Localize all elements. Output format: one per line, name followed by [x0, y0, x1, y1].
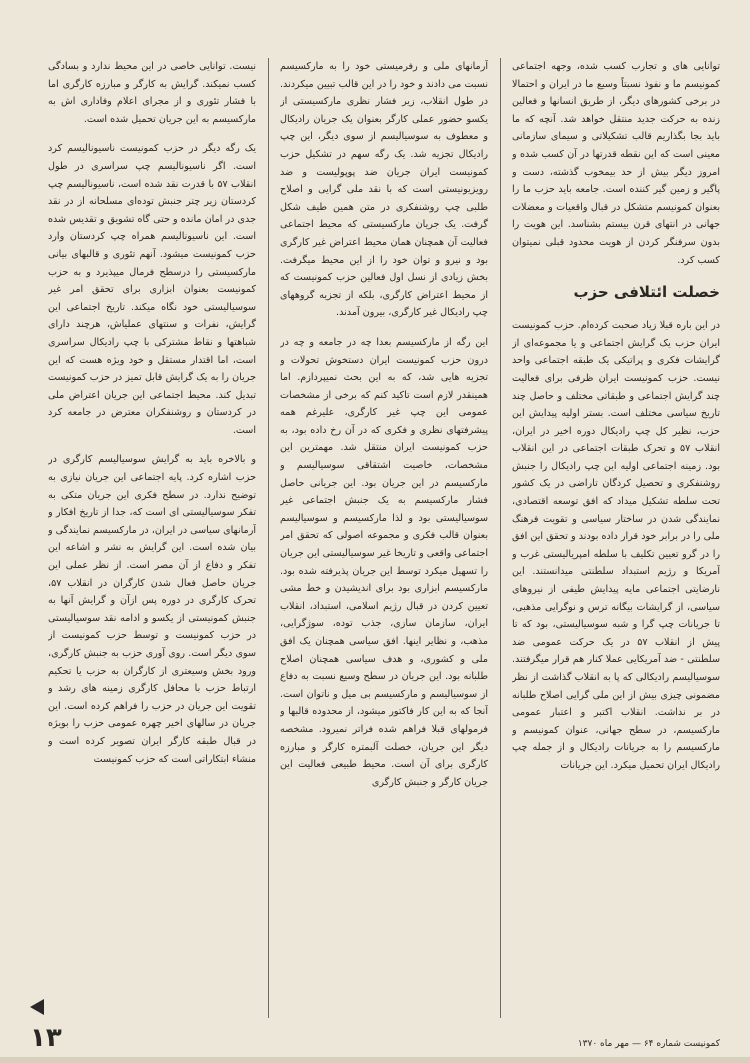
column-left: [48, 58, 256, 1018]
paragraph: آرمانهای ملی و رفرمیستی خود را به مارکسیسم نسبت می دادند و خود را در این قالب تبیین میکردند. در طول انقلاب، زیر فشار نظری مارکسیستی از یکسو حضور عملی کارگر بعنوان یک جریان رادیکال و معطوف به سوسیالیسم از سوی دیگر، این چپ رادیکال تجزیه شد. یک رگه سهم در تشکیل حزب کمونیست ایران جریان ضد پوپولیست و ضد رویزیونیستی است که با نقد ملی گرایی و اصلاح طلبی چپ روشنفکری در متن همین طیف شکل گرفت. یک جریان مارکسیستی که محیط اجتماعی فعالیت آن همچنان همان محیط اعتراض غیر کارگری بود و نیرو و توان خود را از این محیط میگرفت. بخش زیادی از نسل اول فعالین حزب کمونیست که از محیط اعتراض کارگری، بلکه از تجزیه گروههای چپ رادیکال غیر کارگری، بیرون آمدند.: [280, 61, 488, 319]
paragraph: توانایی های و تجارب کسب شده، وجهه اجتماعی کمونیسم ما و نفوذ نسبتاً وسیع ما در ایران و احتمالا در برخی کشورهای دیگر، از طریق انسانها و فعالین زنده به حرکت جدید منتقل خواهد شد. آنچه که ما باید بجا بگذاریم قالب تشکیلاتی و سیمای سازمانی معینی است که این نقطه قدرتها در آن کسب شده و امروز دیگر بیش از حد بیمخوب گذشته، دست و پاگیر و زمین گیر کننده است. جامعه باید حزب ما را بعنوان کمونیسم متشکل در قبال واقعیات و معضلات جهانی در انتهای قرن بیستم بشناسد. این هویت را بدون سرفنگر کردن از هویت محدود قبلی نمیتوان کسب کرد.: [512, 61, 720, 266]
column-right: [512, 58, 720, 1018]
paragraph: و بالاخره باید به گرایش سوسیالیسم کارگری در حزب اشاره کرد. پایه اجتماعی این جریان نیازی به توضیح ندارد. در سطح فکری این جریان متکی به تفکر سوسیالیستی ای است که، جدا از تاریخ افکار و آرمانهای سیاسی در ایران، در مارکسیسم نمایندگی و بیان شده است. این گرایش به نشر و اشاعه این تفکر و دفاع از آن مصر است. از نظر عملی این جریان حاصل فعال شدن کارگران در انقلاب ۵۷، تحرک کارگری در دوره پس ازآن و گرایش آنها به جنبش کمونیستی از یکسو و ادامه نقد سوسیالیستی در حزب کمونیست و توسط حزب کمونیست از سوی دیگر است. روی آوری حزب به جنبش کارگری، ورود بخش وسیعتری از کارگران به حزب یا تحکیم ارتباط حزب با محافل کارگری زمینه های رشد و تقویت این جریان در حزب را فراهم کرده است. این جریان در سالهای اخیر چهره عمومی حزب را بویژه در قبال طبقه کارگر ایران تصویر کرده است و منشاء ابتکاراتی است که حزب کمونیست: [48, 454, 256, 765]
paragraph: یک رگه دیگر در حزب کمونیست ناسیونالیسم کرد است. اگر ناسیونالیسم چپ سراسری در طول انقلاب ۵۷ با قدرت نقد شده است، ناسیونالیسم چپ کردستان زیر چتر جنبش توده‌ای مسلحانه از در نقد جدی در امان مانده و حتی گاه تشویق و تقدیس شده است. این ناسیونالیسم همراه چپ کردستان وارد حزب کمونیست میشود. آنهم تئوری و قالبهای بیانی مارکسیستی را درسطح فرمال میپذیرد و به حزب کمونیست بعنوان ابزاری برای تحقق امر غیر سوسیالیستی خود نگاه میکند. تاریخ اجتماعی این گرایش، نفرات و سنتهای عملیاش، هرچند دارای شباهتها و نقاط مشترکی با چپ رادیکال سراسری است، اما اقتدار مستقل و خود ویژه هست که این جریان را به یک گرایش قابل تمیز در حزب کمونیست تبدیل کند. محیط اجتماعی این جریان اعتراض ملی در کردستان و روشنفکران معترض در جامعه کرد است.: [48, 143, 256, 436]
section-heading: خصلت ائتلافی حزب: [573, 283, 720, 302]
page-number: ۱۳: [30, 1023, 62, 1053]
column-middle: [280, 58, 488, 1018]
paragraph: این رگه از مارکسیسم بعدا چه در جامعه و چه در درون حزب کمونیست ایران دستخوش تحولات و تجزیه هایی شد، که به این بحث نمیپردازم. اما همینقدر لازم است تاکید کنم که برخی از مشخصات عمومی این چپ غیر کارگری، علیرغم همه پیشرفتهای نظری و فکری که در آن رخ داده بود، به حزب کمونیست ایران منتقل شد. مهمترین این مشخصات، خاصیت اشتقاقی سوسیالیسم و مارکسیسم در این جریان بود. این جریانی حاصل فشار مارکسیسم به یک جنبش اجتماعی غیر سوسیالیستی بود و لذا مارکسیسم و سوسیالیسم بعنوان قالب فکری و مجموعه اصولی که تحقق امر اجتماعی واقعی و تاریخا غیر سوسیالیستی این جریان را تسهیل میکرد توسط این جریان پذیرفته شده بود. مارکسیسم ابزاری بود برای اندیشیدن و خط مشی تعیین کردن در قبال رژیم اسلامی، استبداد، انقلاب ایران، سازمان سازی، جذب توده، سوژگرایی، مذهب، و نظایر اینها. افق سیاسی همچنان یک افق ملی و کشوری، و هدف سیاسی همچنان اصلاح طلبانه بود. این جریان در سطح وسیع نسبت به دفاع از سوسیالیسم و مارکسیسم بی میل و ناتوان است. آنجا که به این کار فاکتور میشود، از محدوده قالبها و فرمولهای قبلا فراهم شده فراتر نمیرود. مشخصه دیگر این جریان، خصلت آلبمتره کارگر و مبارزه کارگری برای آن است. محیط طبیعی فعالیت این جریان کارگر و جنبش کارگری: [280, 336, 488, 788]
issue-footer: کمونیست شماره ۶۴ — مهر ماه ۱۳۷۰: [577, 1039, 720, 1049]
paragraph: در این باره قبلا زیاد صحبت کرده‌ام. حزب کمونیست ایران حزب یک گرایش اجتماعی و یا مجموعه‌ای از گرایشات فکری و پراتیکی یک طبقه اجتماعی واحد نیست. حزب کمونیست ایران ظرفی برای فعالیت چند گرایش اجتماعی و طبقاتی مختلف و حاصل چند تاریخ سیاسی مختلف است. بستر اولیه پیدایش این حزب، نظیر کل چپ رادیکال دوره اخیر در ایران، انقلاب ۵۷ و تحرک طبقات اجتماعی در این انقلاب بود. زمینه اجتماعی اولیه این چپ رادیکال را جنبش روشنفکری و تحصیل کردگان تاراضی در یک کشور تحت سلطه تشکیل میداد که افق توسعه اقتصادی، نمایندگی شدن در ساختار سیاسی و تقویت فرهنگ ملی را در برابر خود قرار داده بودند و تحقق این افق را در گرو تعیین تکلیف با سلطه امپریالیستی غرب و آمریکا و رژیم استبداد سلطنتی میدانستند. این نارضایتی اجتماعی مایه پیدایش طیفی از نیروهای سیاسی، از گرایشات بیگانه ترس و نوگرایی مذهبی، تا جریانات چپ گرا و شبه سوسیالیستی، بود که تا پیش از انقلاب ۵۷ در یک حرکت عمومی ضد سلطنتی - ضد آمریکایی عملا کنار هم قرار میگرفتند. سوسیالیسم رادیکالی که پا به انقلاب گذاشت از نظر مضمونی چیزی بیش از این ملی گرایی اصلاح طلبانه در بر نداشت. انقلاب اکتبر و اعتبار عمومی مارکسیسم، در سطح جهانی، عنوان کمونیسم و مارکسیسم را به جریانات رادیکال و از جمله چپ رادیکال ایران تحمیل میکرد. این جریانات: [512, 320, 720, 771]
paragraph: نیست. توانایی خاصی در این محیط ندارد و بسادگی کسب نمیکند. گرایش به کارگر و مبارزه کارگری اما با فشار تئوری و از مجرای اعلام وفاداری اش به مارکسیسم به این جریان تحمیل شده است.: [48, 61, 256, 125]
page-edge: [0, 1057, 750, 1063]
article-body: [48, 58, 720, 1018]
continue-arrow-icon: [30, 999, 44, 1015]
